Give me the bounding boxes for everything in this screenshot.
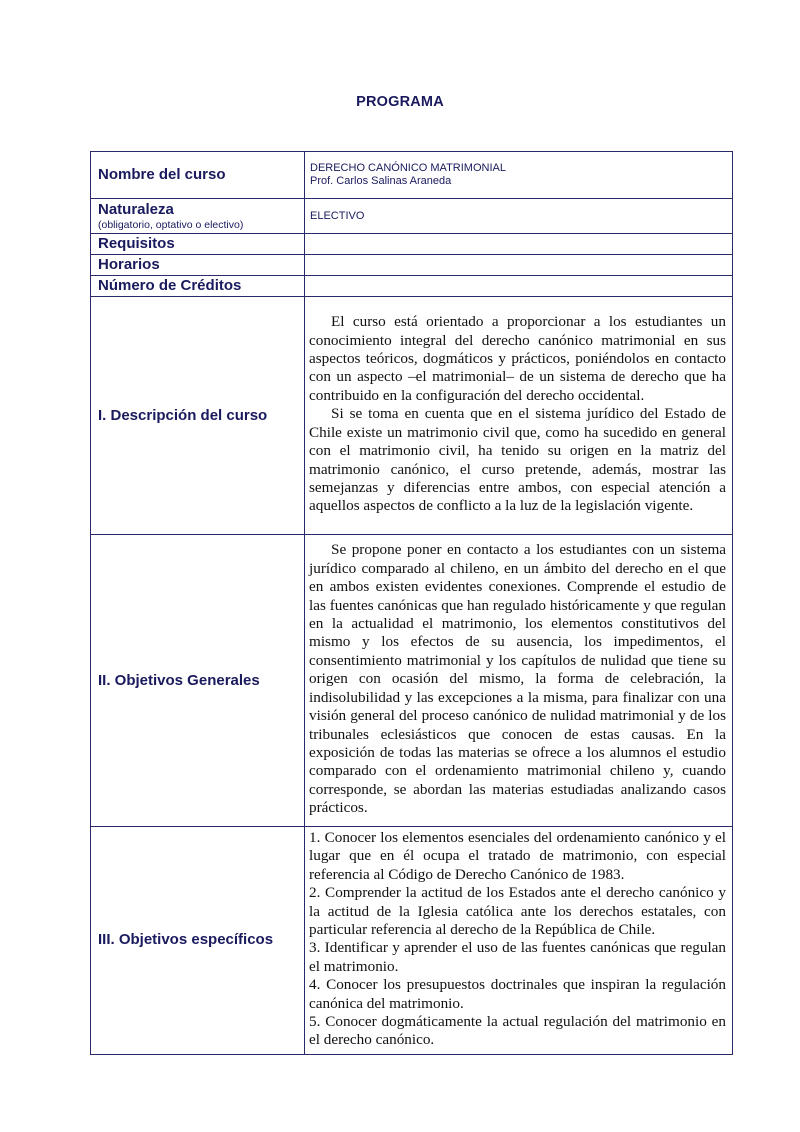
row-general-objectives xyxy=(91,535,733,827)
description-paragraph: El curso está orientado a proporcionar a los estudiantes un conocimiento integral del derecho canónico matrimonial en sus aspectos teóricos, dogmáticos y prácticos, poniéndolos en contacto con un aspecto –el matrimonial– de un sistema de derecho que ha contribuido en la configuración del derecho occidental. xyxy=(309,313,726,404)
specific-objectives-label: III. Objetivos específicos xyxy=(91,827,305,1055)
page-title: PROGRAMA xyxy=(356,94,444,110)
credits-value xyxy=(305,276,733,297)
requirements-value xyxy=(305,234,733,255)
row-course-name xyxy=(91,152,733,199)
general-objectives-paragraph: Se propone poner en contacto a los estudiantes con un sistema jurídico comparado al chileno, en un ámbito del derecho en el que en ambos existen evidentes conexiones. Comprende el estudio de las fuentes canónicas que han regulado históricamente y que regulan en la actualidad el matrimonio, los elementos constitutivos del mismo y los efectos de su ausencia, los impedimentos, el consentimiento matrimonial y los capítulos de nulidad que tiene su origen con ocasión del mismo, la forma de celebración, la indisolubilidad y las excepciones a la misma, para finalizar con una visión general del proceso canónico de nulidad matrimonial y de los tribunales eclesiásticos que conocen de estas causas. En la exposición de todas las materias se ofrece a los alumnos el estudio comparado con el ordenamiento matrimonial chileno y, cuando corresponde, se abordan las materias estudiadas analizando casos prácticos. xyxy=(309,541,726,817)
row-requirements xyxy=(91,234,733,255)
schedule-label: Horarios xyxy=(91,255,305,276)
row-description xyxy=(91,297,733,535)
nature-sublabel: (obligatorio, optativo o electivo) xyxy=(98,219,244,231)
general-objectives-label: II. Objetivos Generales xyxy=(91,535,305,827)
specific-objective-item: 2. Comprender la actitud de los Estados ante el derecho canónico y la actitud de la Iglesia católica ante los derechos estatales, con particular referencia al derecho de la República de Chile. xyxy=(309,884,726,939)
nature-label: Naturaleza xyxy=(98,201,174,218)
nature-value: ELECTIVO xyxy=(305,199,733,234)
course-name-value: DERECHO CANÓNICO MATRIMONIAL xyxy=(310,162,506,174)
row-credits xyxy=(91,276,733,297)
description-label: I. Descripción del curso xyxy=(91,297,305,535)
course-name-label: Nombre del curso xyxy=(91,152,305,199)
nature-label-cell xyxy=(91,199,305,234)
requirements-label: Requisitos xyxy=(91,234,305,255)
specific-objective-item: 5. Conocer dogmáticamente la actual regulación del matrimonio en el derecho canónico. xyxy=(309,1013,726,1049)
professor-name: Prof. Carlos Salinas Araneda xyxy=(310,175,452,187)
specific-objectives-list xyxy=(305,827,733,1055)
credits-label: Número de Créditos xyxy=(91,276,305,297)
row-schedule xyxy=(91,255,733,276)
row-nature xyxy=(91,199,733,234)
schedule-value xyxy=(305,255,733,276)
specific-objective-item: 3. Identificar y aprender el uso de las fuentes canónicas que regulan el matrimonio. xyxy=(309,939,726,975)
general-objectives-text xyxy=(305,535,733,827)
description-text xyxy=(305,297,733,535)
row-specific-objectives xyxy=(91,827,733,1055)
course-name-cell xyxy=(305,152,733,199)
course-program-table xyxy=(90,151,733,1055)
specific-objective-item: 1. Conocer los elementos esenciales del ordenamiento canónico y el lugar que en él ocupa el tratado de matrimonio, con especial referencia al Código de Derecho Canónico de 1983. xyxy=(309,829,726,883)
specific-objective-item: 4. Conocer los presupuestos doctrinales que inspiran la regulación canónica del matrimonio. xyxy=(309,976,726,1012)
description-paragraph: Si se toma en cuenta que en el sistema jurídico del Estado de Chile existe un matrimonio civil que, como ha sucedido en general con el matrimonio civil, ha tenido su origen en la matriz del matrimonio canónico, el curso pretende, además, mostrar las semejanzas y diferencias entre ambos, con especial atención a aquellos aspectos de conflicto a la luz de la legislación vigente. xyxy=(309,405,726,515)
